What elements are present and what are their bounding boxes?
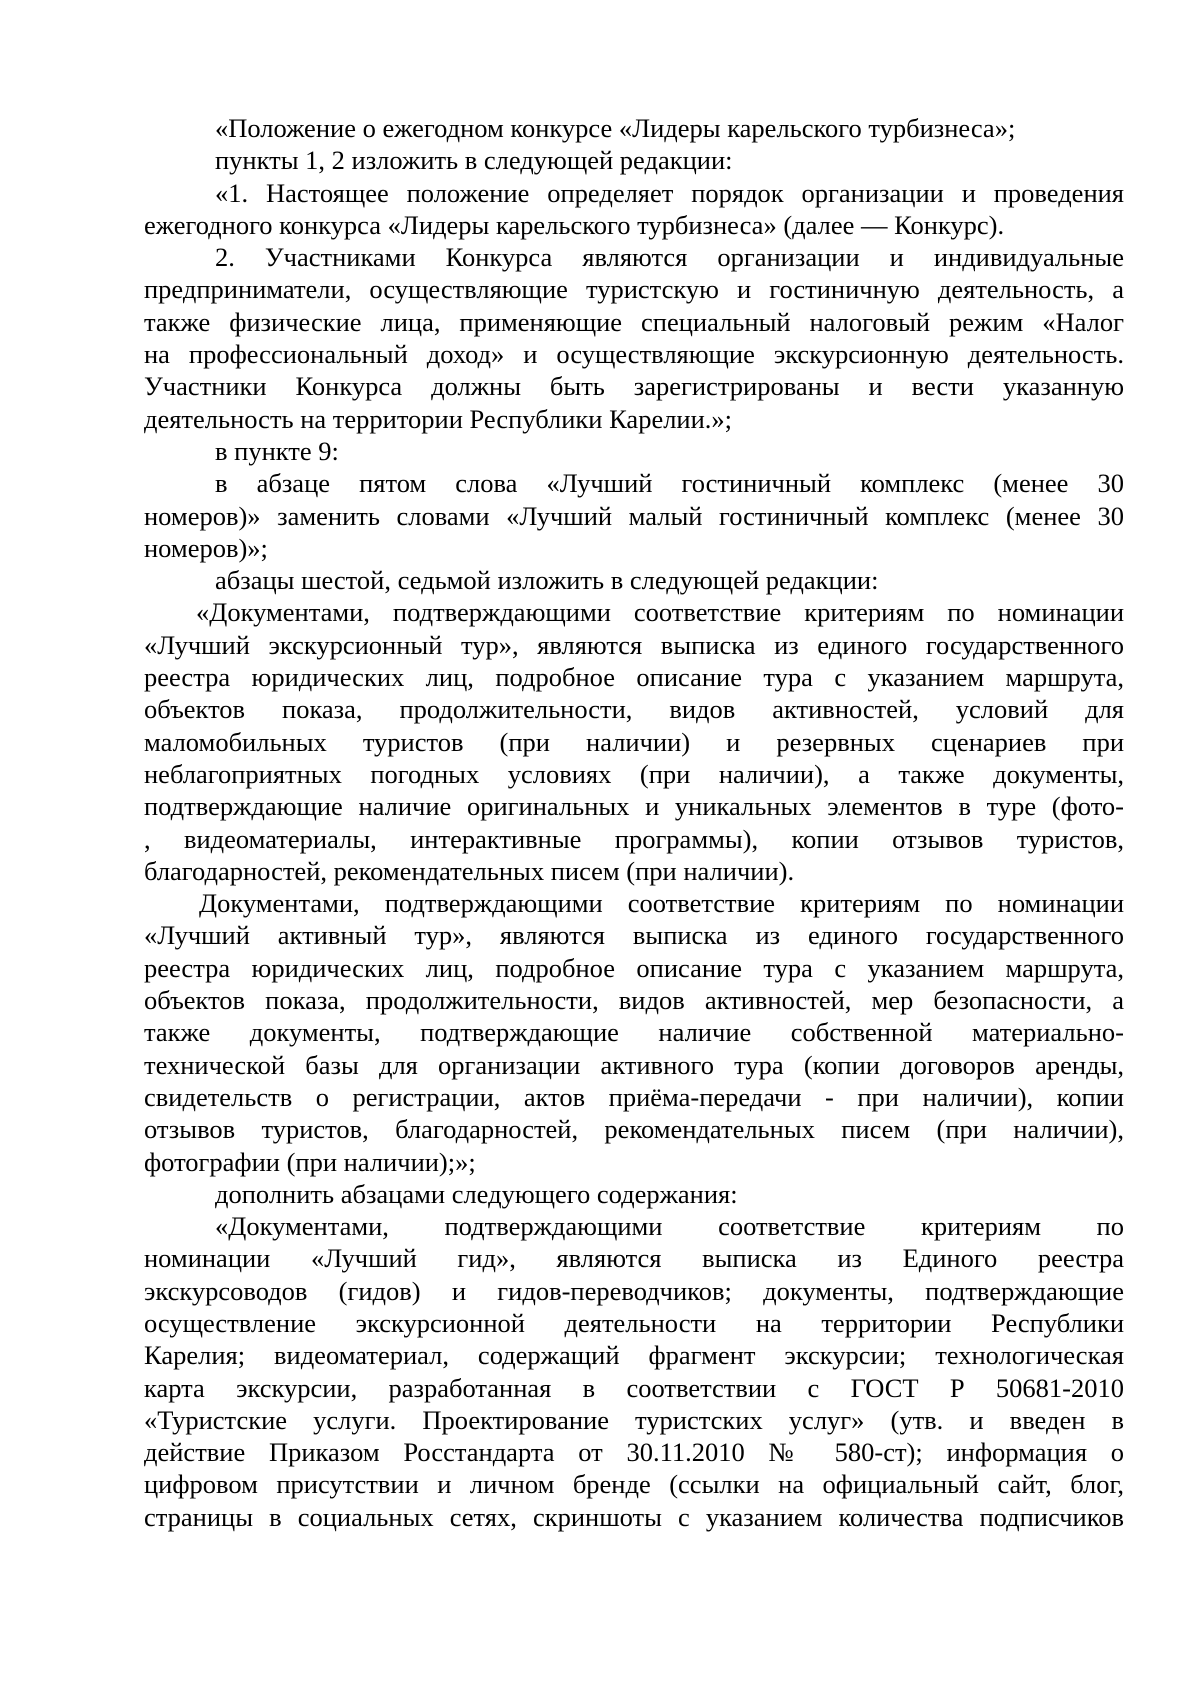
text-line: номинации «Лучший гид», являются выписка из Единого реестра xyxy=(144,1243,1124,1274)
text-line: пункты 1, 2 изложить в следующей редакции: xyxy=(215,145,733,176)
text-line: цифровом присутствии и личном бренде (ссылки на официальный сайт, блог, xyxy=(144,1469,1124,1500)
text-line: абзацы шестой, седьмой изложить в следующей редакции: xyxy=(215,565,879,596)
text-line: технической базы для организации активного тура (копии договоров аренды, xyxy=(144,1049,1124,1080)
text-line: свидетельств о регистрации, актов приёма-передачи - при наличии), копии xyxy=(144,1081,1124,1112)
text-line: «1. Настоящее положение определяет порядок организации и проведения xyxy=(215,177,1124,208)
text-line: страницы в социальных сетях, скриншоты с указанием количества подписчиков xyxy=(144,1501,1124,1532)
text-line: объектов показа, продолжительности, видов активностей, мер безопасности, а xyxy=(144,985,1124,1016)
text-line: неблагоприятных погодных условиях (при наличии), а также документы, xyxy=(144,758,1124,789)
text-line: «Документами, подтверждающими соответствие критериям по xyxy=(215,1211,1124,1242)
text-line: маломобильных туристов (при наличии) и резервных сценариев при xyxy=(144,726,1124,757)
text-line: 2. Участниками Конкурса являются организации и индивидуальные xyxy=(215,242,1124,273)
text-line: объектов показа, продолжительности, видов активностей, условий для xyxy=(144,694,1124,725)
document-text xyxy=(144,112,1124,1533)
text-line: карта экскурсии, разработанная в соответствии с ГОСТ Р 50681-2010 xyxy=(144,1372,1124,1403)
text-line: действие Приказом Росстандарта от 30.11.2010 № 580-ст); информация о xyxy=(144,1437,1124,1468)
text-line: Карелия; видеоматериал, содержащий фрагмент экскурсии; технологическая xyxy=(144,1340,1124,1371)
text-line: , видеоматериалы, интерактивные программы), копии отзывов туристов, xyxy=(144,823,1124,854)
text-line: номеров)» заменить словами «Лучший малый гостиничный комплекс (менее 30 xyxy=(144,500,1124,531)
text-line: на профессиональный доход» и осуществляющие экскурсионную деятельность. xyxy=(144,339,1124,370)
text-line: дополнить абзацами следующего содержания: xyxy=(215,1178,738,1209)
text-line: предприниматели, осуществляющие туристскую и гостиничную деятельность, а xyxy=(144,274,1124,305)
text-line: номеров)»; xyxy=(144,532,268,563)
text-line: также физические лица, применяющие специальный налоговый режим «Налог xyxy=(144,306,1124,337)
text-line: осуществление экскурсионной деятельности на территории Республики xyxy=(144,1307,1124,1338)
text-line: деятельность на территории Республики Карелии.»; xyxy=(144,403,733,434)
text-line: в пункте 9: xyxy=(215,435,339,466)
text-line: «Лучший экскурсионный тур», являются выписка из единого государственного xyxy=(144,629,1124,660)
text-line: Участники Конкурса должны быть зарегистрированы и вести указанную xyxy=(144,371,1124,402)
text-line: отзывов туристов, благодарностей, рекомендательных писем (при наличии), xyxy=(144,1114,1124,1145)
text-line: также документы, подтверждающие наличие собственной материально- xyxy=(144,1017,1124,1048)
text-line: экскурсоводов (гидов) и гидов-переводчиков; документы, подтверждающие xyxy=(144,1275,1124,1306)
text-line: Документами, подтверждающими соответствие критериям по номинации xyxy=(199,888,1124,919)
text-line: благодарностей, рекомендательных писем (при наличии). xyxy=(144,855,795,886)
text-line: реестра юридических лиц, подробное описание тура с указанием маршрута, xyxy=(144,952,1124,983)
text-line: реестра юридических лиц, подробное описание тура с указанием маршрута, xyxy=(144,662,1124,693)
text-line: «Документами, подтверждающими соответствие критериям по номинации xyxy=(196,597,1124,628)
text-line: «Положение о ежегодном конкурсе «Лидеры карельского турбизнеса»; xyxy=(215,113,1016,143)
text-line: в абзаце пятом слова «Лучший гостиничный комплекс (менее 30 xyxy=(215,468,1124,499)
text-line: подтверждающие наличие оригинальных и уникальных элементов в туре (фото- xyxy=(144,791,1124,822)
text-line: «Туристские услуги. Проектирование туристских услуг» (утв. и введен в xyxy=(144,1404,1124,1435)
text-line: «Лучший активный тур», являются выписка из единого государственного xyxy=(144,920,1124,951)
text-line: ежегодного конкурса «Лидеры карельского турбизнеса» (далее — Конкурс). xyxy=(144,209,1005,240)
text-line: фотографии (при наличии);»; xyxy=(144,1146,476,1177)
